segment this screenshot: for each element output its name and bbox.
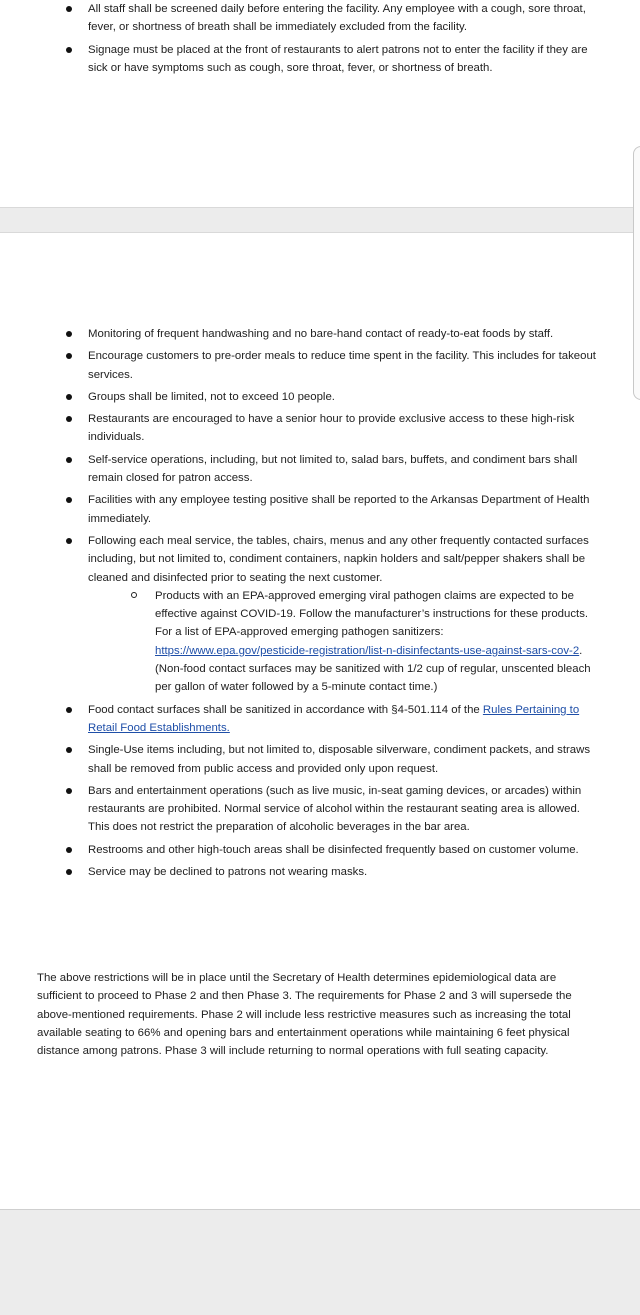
list-item-text: Food contact surfaces shall be sanitized in accordance with §4-501.114 of the (88, 703, 483, 716)
list-item-text: Signage must be placed at the front of restaurants to alert patrons not to enter the facility if they are sick or have symptoms such as cough, sore throat, fever, or shortness of breath. (88, 43, 588, 74)
bullet-icon (66, 847, 72, 853)
list-item (0, 782, 598, 837)
list-item (0, 863, 598, 881)
bullet-icon (66, 747, 72, 753)
bullet-icon (66, 869, 72, 875)
document-page-1 (0, 0, 640, 207)
list-item-text: Following each meal service, the tables, chairs, menus and any other frequently contacted surfaces including, but not limited to, condiment containers, napkin holders and salt/pepper shakers shall be cleaned and disinfected prior to seating the next customer. (88, 534, 589, 584)
bullet-icon (66, 47, 72, 53)
bullet-icon (66, 497, 72, 503)
page-bottom-edge (0, 1209, 640, 1210)
bullet-icon (66, 394, 72, 400)
bullet-icon (66, 788, 72, 794)
sub-list-item (0, 587, 600, 697)
list-item-text: All staff shall be screened daily before entering the facility. Any employee with a cough, sore throat, fever, or shortness of breath shall be immediately excluded from the facility. (88, 3, 586, 34)
document-page-2 (0, 233, 640, 1209)
list-item (0, 701, 598, 738)
page1-bullet-list (0, 0, 598, 77)
list-item (0, 410, 598, 447)
page-break-line (0, 207, 640, 208)
bullet-icon (66, 353, 72, 359)
bullet-icon (66, 538, 72, 544)
epa-sanitizer-link[interactable]: https://www.epa.gov/pesticide-registration/list-n-disinfectants-use-against-sars-cov-2 (155, 644, 580, 657)
list-item (0, 841, 598, 859)
closing-paragraph: The above restrictions will be in place until the Secretary of Health determines epidemiological data are sufficient to proceed to Phase 2 and then Phase 3. The requirements for Phase 2 and 3 will supersede the above-mentioned requirements. Phase 2 will include less restrictive measures such as increasing the total available seating to 66% and opening bars and entertainment operations while maintaining 6 feet physical distance among patrons. Phase 3 will include returning to normal operations with full seating capacity. (37, 972, 572, 1058)
bullet-icon (66, 6, 72, 12)
list-item-text: Restrooms and other high-touch areas shall be disinfected frequently based on customer volume. (88, 843, 579, 856)
bullet-icon (66, 457, 72, 463)
list-item-text: Single-Use items including, but not limited to, disposable silverware, condiment packets, and straws shall be removed from public access and provided only upon request. (88, 744, 591, 775)
list-item-text: Self-service operations, including, but not limited to, salad bars, buffets, and condiment bars shall remain closed for patron access. (88, 453, 578, 485)
list-item (0, 532, 598, 587)
list-item (0, 41, 598, 78)
bullet-icon (66, 331, 72, 337)
list-item-text: Restaurants are encouraged to have a senior hour to provide exclusive access to these high-risk individuals. (88, 413, 575, 444)
list-item-text: Facilities with any employee testing positive shall be reported to the Arkansas Department of Health immediately. (88, 494, 590, 525)
sub-item-text: Products with an EPA-approved emerging viral pathogen claims are expected to be effective against COVID-19. Follow the manufacturer’s instructions for these products. For a list of EPA-approved emerging pathogen sanitizers: (155, 589, 589, 639)
bullet-icon (66, 707, 72, 713)
list-item (0, 347, 598, 384)
bullet-icon (66, 416, 72, 422)
retail-food-rules-link[interactable]: Rules Pertaining to Retail Food Establishments. (88, 703, 580, 734)
list-item (0, 388, 598, 406)
list-item (0, 491, 598, 528)
hollow-bullet-icon (131, 592, 137, 598)
sub-item-text-after: . (Non-food contact surfaces may be sanitized with 1/2 cup of regular, unscented bleach per gallon of water followed by a 5-minute contact time.) (155, 644, 591, 694)
list-item (0, 325, 598, 343)
list-item (0, 741, 598, 778)
list-item-text: Service may be declined to patrons not wearing masks. (88, 866, 368, 879)
list-item-text: Groups shall be limited, not to exceed 10 people. (88, 390, 335, 403)
list-item (0, 0, 598, 37)
list-item (0, 451, 598, 488)
page2-bullet-list (0, 325, 600, 881)
list-item-text: Monitoring of frequent handwashing and no bare-hand contact of ready-to-eat foods by staff. (88, 328, 554, 340)
list-item-text: Encourage customers to pre-order meals to reduce time spent in the facility. This includes for takeout services. (88, 350, 596, 381)
side-panel-handle[interactable] (633, 146, 640, 400)
list-item-text: Bars and entertainment operations (such as live music, in-seat gaming devices, or arcades) within restaurants are prohibited. Normal service of alcohol within the restaurant seating area is allowed. This does not restrict the preparation of alcoholic beverages in the bar area. (88, 784, 582, 834)
